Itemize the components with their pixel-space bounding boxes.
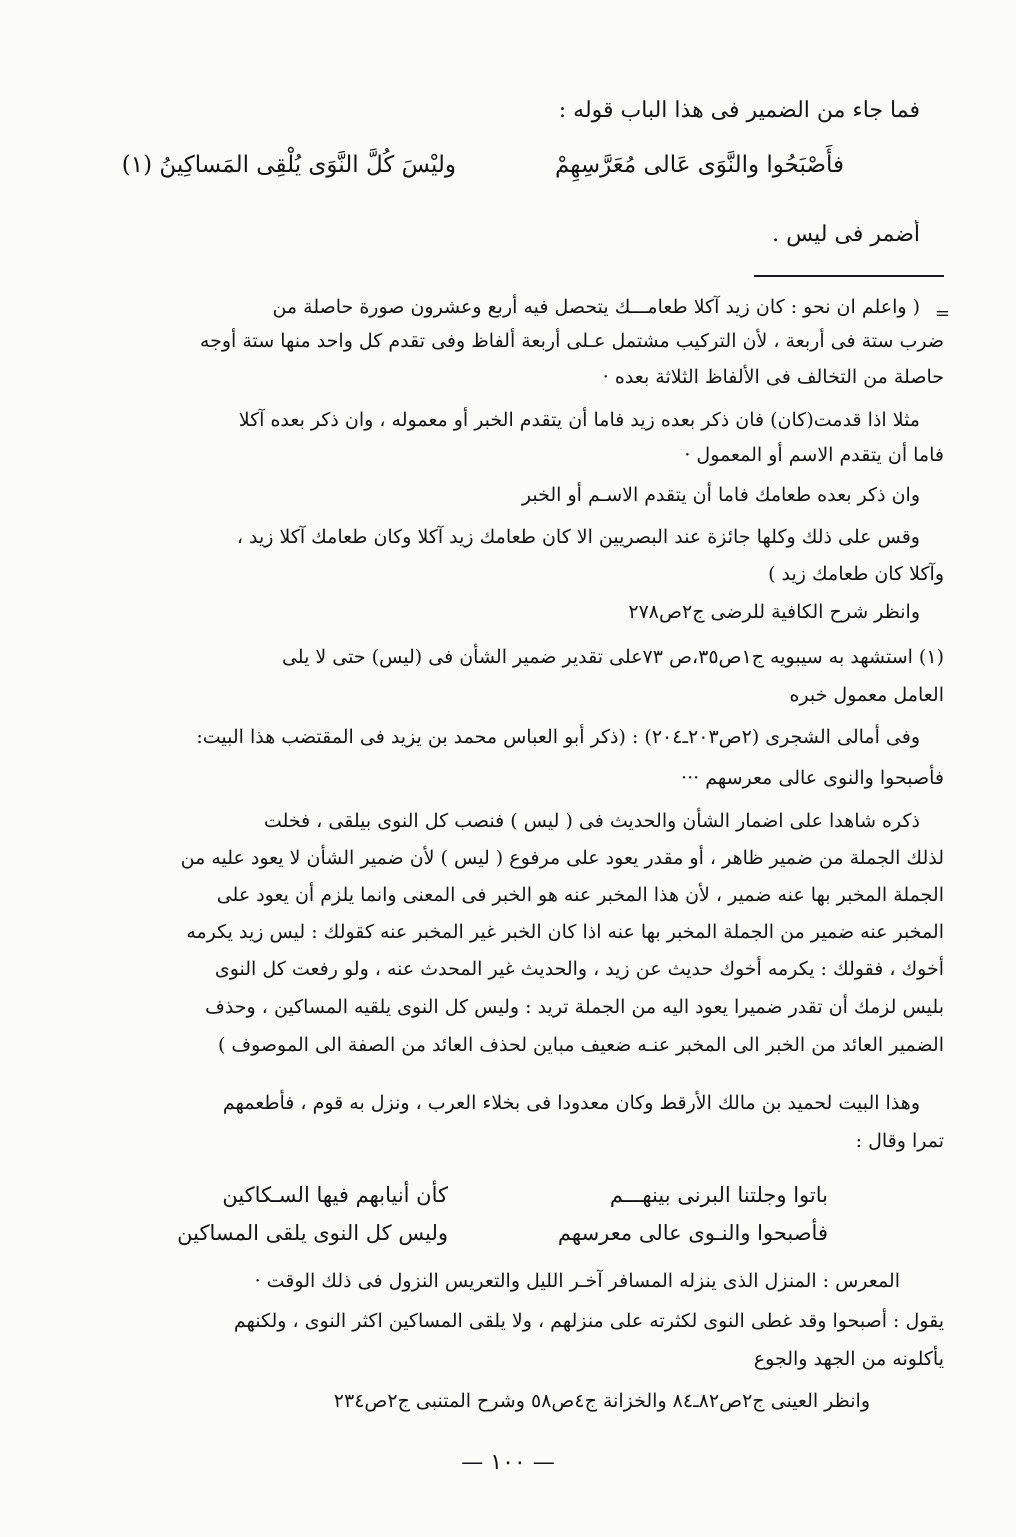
note-line: الضمير العائد من الخبر الى المخبر عنـه ضعيف مباين لحذف العائد من الصفة الى الموصوف ) [217,1034,944,1056]
note-line: يقول : أصبحوا وقد غطى النوى لكثرته على منزلهم ، ولا يلقى المساكين اكثر النوى ، ولكنهم [233,1310,944,1332]
note-line: مثلا اذا قدمت(كان) فان ذكر بعده زيد فاما أن يتقدم الخبر أو معموله ، وان ذكر بعده آكلا [238,409,920,431]
note-line: ( واعلم ان نحو : كان زيد آكلا طعامـــك يتحصل فيه أربع وعشرون صورة حاصلة من [272,296,920,318]
note-line: فاما أن يتقدم الاسم أو المعمول · [684,444,944,466]
footnote-1-line: (١) استشهد به سيبويه ج١ص٣٥،ص ٧٣على تقدير ضمير الشأن فى (ليس) حتى لا يلى [281,646,944,668]
note-line: فأصبحوا والنوى عالى معرسهم ··· [681,767,944,789]
footnote-separator [754,275,944,277]
note-line: وان ذكر بعده طعامك فاما أن يتقدم الاسـم أو الخبر [521,484,920,506]
note-line: وانظر العينى ج٢ص٨٢ـ٨٤ والخزانة ج٤ص٥٨ وشرح المتنبى ج٢ص٢٣٤ [333,1390,870,1412]
poem-left-hemistich: كأن أنيابهم فيها السـكاكين [222,1183,448,1207]
note-line: وانظر شرح الكافية للرضى ج٢ص٢٧٨ [628,601,920,623]
note-line: المخبر عنه ضمير من الجملة المخبر بها عنه اذا كان الخبر غير المخبر عنه كقولك : ليس زيد يكرمه [186,921,944,943]
verse-left-hemistich: وليْسَ كُلَّ النَّوَى يُلْقِى المَساكِينُ (١) [121,152,456,178]
note-line: أخوك ، فقولك : يكرمه أخوك حديث عن زيد ، والحديث غير المحدث عنه ، ولو رفعت كل النوى [214,958,944,980]
intro-line: فما جاء من الضمير فى هذا الباب قوله : [558,98,920,123]
poem-right-hemistich: فأصبحوا والنـوى عالى معرسهم [557,1221,828,1245]
note-line: وقس على ذلك وكلها جائزة عند البصريين الا كان طعامك زيد آكلا وكان طعامك آكلا زيد ، [236,526,920,548]
poem-right-hemistich: باتوا وجلتنا البرنى بينهـــم [609,1183,828,1207]
note-line: الجملة المخبر بها عنه ضمير ، لأن هذا المخبر عنه هو الخبر فى المعنى وانما يلزم أن يعود على [216,884,944,906]
note-line: العامل معمول خبره [789,684,944,706]
note-line: ضرب ستة فى أربعة ، لأن التركيب مشتمل عـلى أربعة ألفاظ وفى تقدم كل واحد منها ستة أوجه [199,330,944,352]
note-line: وآكلا كان طعامك زيد ) [768,563,944,585]
verse-right-hemistich: فأَصْبَحُوا والنَّوَى عَالى مُعَرَّسِهِمْ [554,152,844,178]
poem-left-hemistich: وليس كل النوى يلقى المساكين [177,1221,448,1245]
note-line: لذلك الجملة من ضمير ظاهر ، أو مقدر يعود على مرفوع ( ليس ) لأن ضمير الشأن لا يعود عليه من [180,847,944,869]
note-line: حاصلة من التخالف فى الألفاظ الثلاثة بعده · [602,366,944,388]
note-line: وفى أمالى الشجرى (٢ص٢٠٣ـ٢٠٤) : (ذكر أبو العباس محمد بن يزيد فى المقتضب هذا البيت: [196,726,920,748]
note-line: تمرا وقال : [855,1130,944,1152]
note-line: بليس لزمك أن تقدر ضميرا يعود اليه من الجملة تريد : وليس كل النوى يلقيه المساكين ، وحذف [205,996,944,1018]
continuation-mark: = [934,303,950,324]
note-line: يأكلونه من الجهد والجوع [753,1348,944,1370]
note-line: وهذا البيت لحميد بن مالك الأرقط وكان معدودا فى بخلاء العرب ، ونزل به قوم ، فأطعمهم [222,1092,920,1114]
note-line: ذكره شاهدا على اضمار الشأن والحديث فى ( ليس ) فنصب كل النوى بيلقى ، فخلت [263,810,920,832]
after-verse-line: أضمر فى ليس . [772,222,920,247]
note-line: المعرس : المنزل الذى ينزله المسافر آخـر الليل والتعريس النزول فى ذلك الوقت · [254,1270,900,1292]
page-number: — ١٠٠ — [461,1450,555,1475]
